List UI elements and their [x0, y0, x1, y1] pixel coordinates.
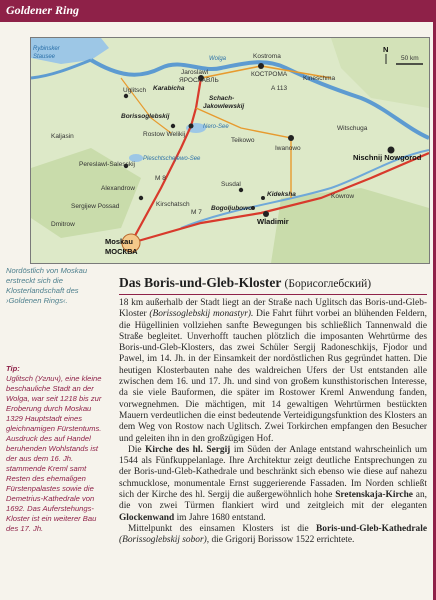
map-label-uglitsch: Uglitsch: [123, 87, 147, 94]
map-label-moskau-ru: МОСКВА: [105, 247, 138, 256]
map-label-jaroslawl-ru: ЯРОСЛАВЛЬ: [179, 77, 219, 84]
region-map: [30, 37, 430, 264]
scale-label: 50 km: [401, 55, 419, 62]
text-run-italic: (Borissoglebskij monastyr).: [149, 309, 254, 320]
map-label-jaroslawl: Jaroslawl: [181, 69, 209, 76]
text-run: im Süden der Anlage entstand wahrscheinlich um 1544 als Fünfkuppelanlage. Ihre Architektur zeigt deutliche Entsprechungen zu der Boris-und-Gleb-Kathedrale und beschränkt sich ebenso wie diese auf nahezu schmucklose, monumentale Ernst suggerierende Fassaden. Im Norden schließt sich der Kirche des hl. Sergij die außergewöhnlich hohe: [119, 444, 427, 501]
title-rule: [119, 294, 427, 295]
map-label-schach: Schach-: [209, 95, 235, 102]
map-label-kostroma-ru: КОСТРОМА: [251, 71, 288, 78]
map-label-susdal: Susdal: [221, 181, 241, 188]
article-title-de: Das Boris-und-Gleb-Kloster: [119, 275, 282, 290]
map-label-nischnij: Nischnij Nowgorod: [353, 153, 422, 162]
map-label-karabicha: Karabicha: [153, 85, 185, 92]
city-dot: [288, 135, 294, 141]
map-label-rybinsker: Rybinsker: [33, 46, 60, 52]
text-run: 18 km außerhalb der Stadt liegt an der Straße nach Uglitsch das Boris-und-Gleb-Kloster: [119, 298, 427, 320]
text-run-bold: Glockenwand: [119, 512, 175, 523]
map-label-m8: M 8: [155, 175, 166, 182]
paragraph-2: [119, 445, 427, 524]
map-label-wolga: Wolga: [209, 56, 227, 62]
map-label-m7: M 7: [191, 209, 202, 216]
text-run: Die: [128, 444, 146, 455]
city-dot: [139, 196, 143, 200]
text-run: die Grigorij Borissow 1522 errichtete.: [209, 535, 355, 546]
paragraph-3: [119, 524, 427, 547]
map-svg: [31, 38, 429, 263]
map-label-iwanowo: Iwanowo: [275, 145, 301, 152]
city-dot: [189, 124, 194, 129]
map-label-kirschatsch: Kirschatsch: [156, 201, 190, 208]
text-run: Die Fahrt führt vorbei an blühenden Feldern, die Hügellinien vollziehen sanfte Bewegungen bis schließlich Tannenwald die Straße begleitet. Unverhofft tauchen plötzlich die imposanten Wehrtürme des Boris-und-Gleb-Klosters, das zwei Schüler Sergij Radoneschkijs, Fjodor und Pawel, im 14. Jh. in der Einsamkeit der nordöstlichen Rus gegründet hatten. Die heutigen Klosterbauten nahe des waldreichen Ufers der Ust entstanden alle zwischen dem 16. und 17. Jh. und sind von großem kunsthistorischen Interesse, da sie viele Bauformen, die später im Rostower Kreml Anwendung fanden, vorwegnehmen. Die mächtigen, mit 14 gewaltigen Wehrtürmen bestückten Mauern verdeutlichen die einst bedeutende Verteidigungsfunktion des Klosters an dem Weg von Rostow nach Uglitsch. Zwei Torkirchen empfangen den Besucher und geleiten ihn in den großzügigen Hof.: [119, 309, 427, 444]
article-title: [119, 275, 419, 291]
text-run: Mittelpunkt des einsamen Klosters ist die: [128, 523, 317, 534]
map-label-moskau: Moskau: [105, 237, 133, 246]
article-body: [119, 298, 427, 547]
map-label-kaljasin: Kaljasin: [51, 133, 74, 140]
text-run-bold: Sretenskaja-Kirche: [335, 490, 413, 501]
map-caption: Nordöstlich von Moskau erstreckt sich die Klosterlandschaft des ›Goldenen Rings‹.: [6, 266, 88, 305]
map-label-sergijew: Sergijew Possad: [71, 203, 120, 210]
north-arrow-label: N: [383, 45, 389, 54]
map-label-stausee: Stausee: [33, 54, 56, 60]
city-dot: [124, 94, 128, 98]
map-label-kideksha: Kideksha: [267, 191, 296, 198]
map-label-teikowo: Teikowo: [231, 137, 255, 144]
text-run-bold: Boris-und-Gleb-Kathedrale: [316, 523, 427, 534]
map-label-kostroma: Kostroma: [253, 53, 281, 60]
map-label-wladimir: Wladimir: [257, 217, 289, 226]
map-label-a113: A 113: [271, 85, 288, 92]
header-title: Goldener Ring: [6, 3, 80, 17]
city-dot: [239, 188, 243, 192]
map-label-borissoglebskij: Borissoglebskij: [121, 113, 170, 120]
tip-text: Uglitsch (Углич), eine kleine beschauliche Stadt an der Wolga, war seit 1218 bis zur Eroberung durch Moskau 1329 Hauptstadt eines gleichnamigen Fürstentums. Ausdruck des auf Handel beruhenden Wohlstands ist der aus dem 16. Jh. stammende Kreml samt Resten des ehemaligen Fürstenpalastes sowie die Demetrius-Kathedrale von 1692. Das Auferstehungs-Kloster ist ein weiterer Bau des 17. Jh.: [6, 374, 102, 533]
tip-heading: Tip:: [6, 364, 20, 373]
text-run-italic: (Borissoglebskij sobor),: [119, 535, 210, 546]
city-dot: [171, 124, 175, 128]
map-label-nero: Nero-See: [203, 124, 229, 130]
paragraph-1: [119, 298, 427, 445]
map-label-bogoljubowo: Bogoljubowo: [211, 205, 253, 212]
secondary-road: [196, 108, 291, 198]
city-dot: [258, 63, 264, 69]
map-label-pereslawl: Pereslawl-Salesskij: [79, 161, 135, 168]
forest-area: [331, 38, 429, 108]
map-label-pleschtschejewo: Pleschtschejewo-See: [143, 156, 201, 162]
map-label-kowrow: Kowrow: [331, 193, 355, 200]
map-label-witschuga: Witschuga: [337, 125, 368, 132]
city-dot: [261, 196, 265, 200]
map-label-jakowlewskij: Jakowlewskij: [203, 103, 245, 110]
text-run: an, die von zwei Türmen flankiert wird und zeitgleich mit der eleganten: [119, 490, 427, 512]
tip-box: [6, 364, 102, 534]
text-run-bold: Kirche des hl. Sergij: [145, 444, 231, 455]
map-label-dmitrow: Dmitrow: [51, 221, 75, 228]
page-header: [0, 0, 436, 22]
map-label-rostow: Rostow Welikij: [143, 131, 186, 138]
article-title-ru: (Борисоглебский): [284, 278, 372, 290]
map-label-kineschma: Kineschma: [303, 75, 336, 82]
text-run: im Jahre 1680 entstand.: [174, 512, 266, 523]
map-label-alexandrow: Alexandrow: [101, 185, 135, 192]
